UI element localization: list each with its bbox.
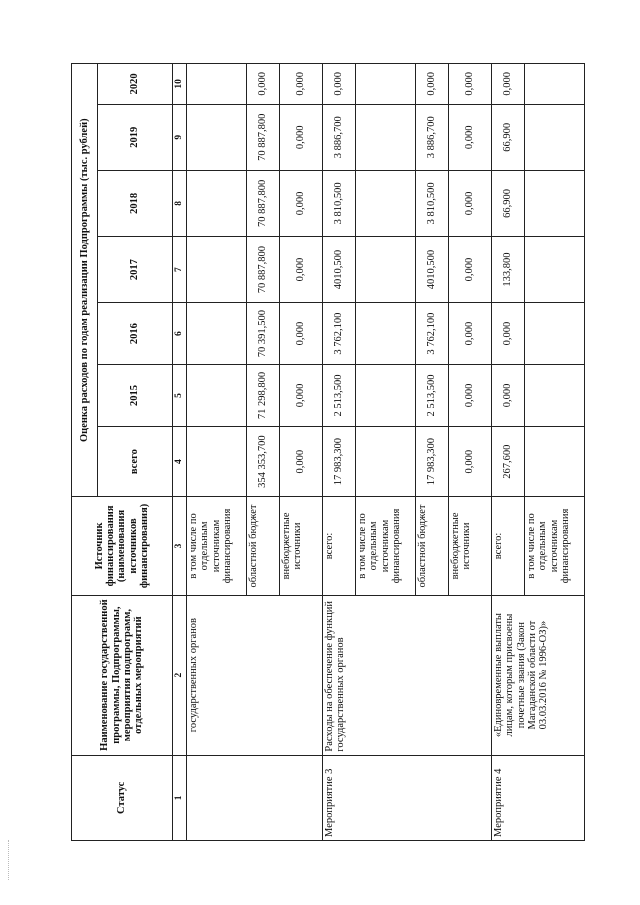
program-name: государственных органов [187,595,323,755]
source-total: всего: [323,497,356,595]
value-cell: 71 298,800 [247,365,280,427]
value-cell: 17 983,300 [323,426,356,496]
source-regional-budget: областной бюджет [416,497,449,595]
column-index: 1 [173,755,187,840]
value-cell: 267,600 [492,426,525,496]
value-cell: 0,000 [492,365,525,427]
value-cell: 0,000 [449,303,492,365]
value-cell: 0,000 [280,104,323,170]
value-cell: 3 762,100 [416,303,449,365]
value-cell: 0,000 [449,426,492,496]
value-cell: 3 810,500 [323,170,356,236]
header-year: 2015 [98,365,173,427]
rotated-table-container [71,63,571,841]
source-regional-budget: областной бюджет [247,497,280,595]
header-year: 2016 [98,303,173,365]
column-index: 5 [173,365,187,427]
value-cell: 2 513,500 [323,365,356,427]
column-index: 2 [173,595,187,755]
value-cell: 70 887,800 [247,170,280,236]
value-cell: 66,900 [492,104,525,170]
header-year: 2020 [98,64,173,105]
column-index: 4 [173,426,187,496]
column-index: 3 [173,497,187,595]
status-event-4: Мероприятие 4 [492,755,585,840]
value-cell: 0,000 [323,64,356,105]
header-year: 2017 [98,236,173,302]
status-event-3: Мероприятие 3 [323,755,492,840]
source-extrabudgetary: внебюджетные источники [280,497,323,595]
column-index: 6 [173,303,187,365]
event-4-name: «Единовременные выплаты лицам, которым присвоены почетные звания (Закон Магаданской области от 03.03.2016 № 1996-ОЗ)» [492,595,585,755]
scan-margin-dots [8,840,11,880]
source-total: всего: [492,497,525,595]
header-year: 2018 [98,170,173,236]
source-extrabudgetary: внебюджетные источники [449,497,492,595]
value-cell: 0,000 [280,64,323,105]
value-cell: 0,000 [449,64,492,105]
event-3-name: Расходы на обеспечение функций государственных органов [323,595,492,755]
value-cell: 0,000 [492,303,525,365]
column-index: 10 [173,64,187,105]
header-estimate: Оценка расходов по годам реализации Подпрограммы (тыс. рублей) [72,64,98,497]
value-cell: 3 886,700 [323,104,356,170]
budget-table [71,63,585,841]
value-cell: 0,000 [280,303,323,365]
value-cell: 4010,500 [416,236,449,302]
value-cell: 3 886,700 [416,104,449,170]
value-cell: 0,000 [449,365,492,427]
header-source: Источник финансирования (наименования источников финансирования) [72,497,173,595]
header-year: 2019 [98,104,173,170]
value-cell: 66,900 [492,170,525,236]
value-cell: 0,000 [449,104,492,170]
value-cell: 70 887,800 [247,236,280,302]
value-cell: 0,000 [280,365,323,427]
header-year: всего [98,426,173,496]
source-including: в том числе по отдельным источникам финансирования [187,497,247,595]
value-cell: 4010,500 [323,236,356,302]
value-cell: 70 887,800 [247,104,280,170]
value-cell: 0,000 [280,236,323,302]
source-including: в том числе по отдельным источникам финансирования [525,497,585,595]
value-cell: 0,000 [449,236,492,302]
value-cell: 0,000 [280,170,323,236]
value-cell: 17 983,300 [416,426,449,496]
status-cell-empty [187,755,323,840]
value-cell: 3 762,100 [323,303,356,365]
value-cell: 0,000 [492,64,525,105]
value-cell: 0,000 [449,170,492,236]
value-cell: 0,000 [280,426,323,496]
source-including: в том числе по отдельным источникам финансирования [356,497,416,595]
value-cell: 3 810,500 [416,170,449,236]
column-index: 8 [173,170,187,236]
value-cell: 70 391,500 [247,303,280,365]
value-cell: 133,800 [492,236,525,302]
header-name: Наименование государственной программы, Подпрограммы, мероприятия подпрограмм, отдельных мероприятий [72,595,173,755]
column-index: 9 [173,104,187,170]
header-status: Статус [72,755,173,840]
value-cell: 2 513,500 [416,365,449,427]
value-cell: 0,000 [416,64,449,105]
value-cell: 0,000 [247,64,280,105]
column-index: 7 [173,236,187,302]
value-cell: 354 353,700 [247,426,280,496]
